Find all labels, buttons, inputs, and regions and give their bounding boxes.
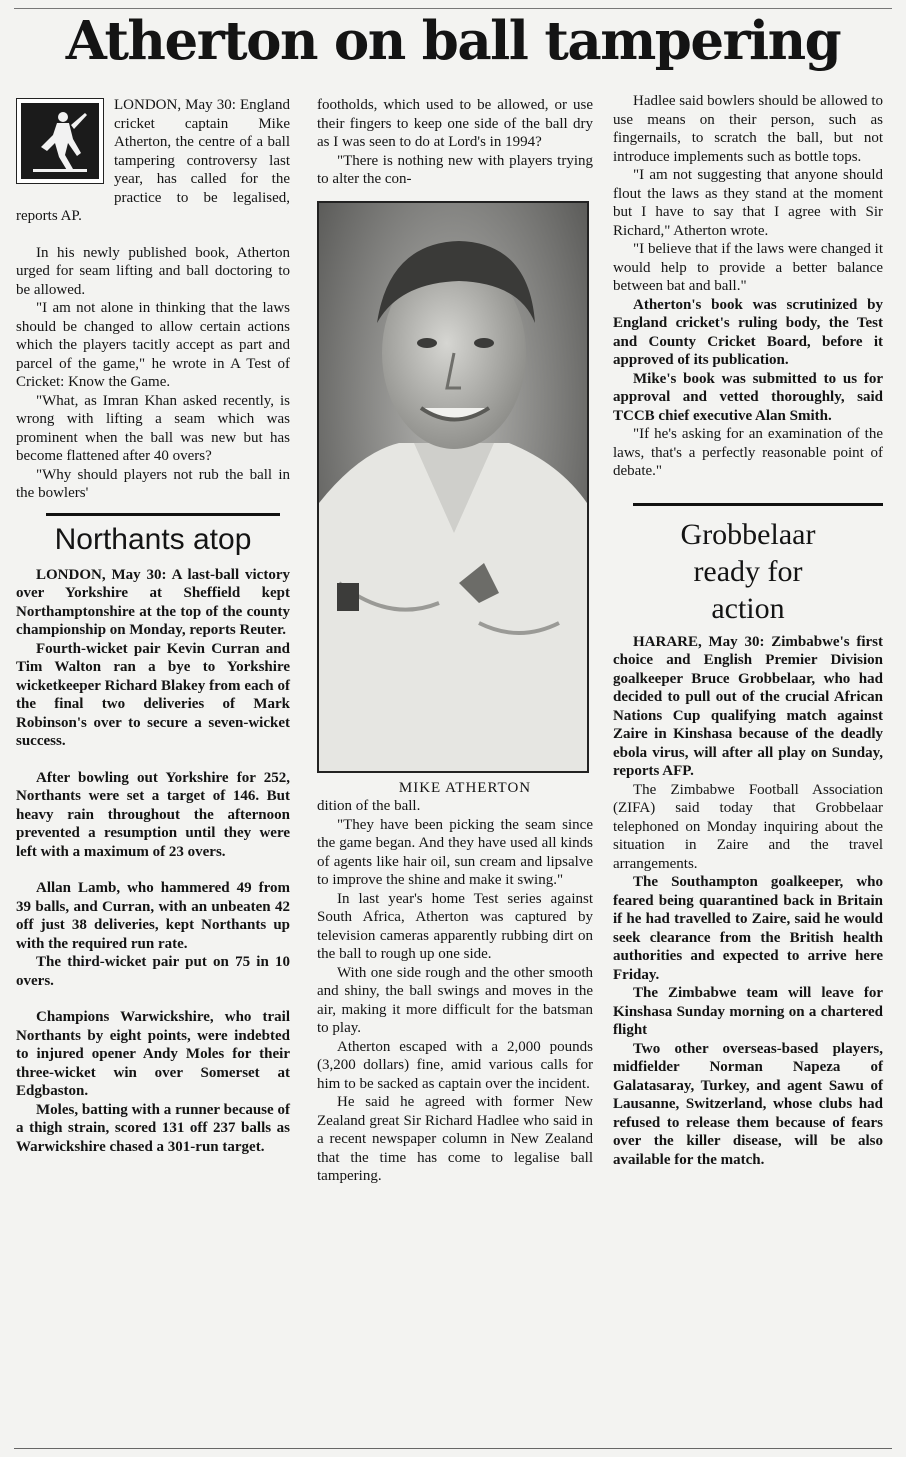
article-paragraph: "I am not alone in thinking that the laws should be changed to allow certain actions which the players tacitly accept as part and parcel of the game," he wrote in A Test of Cricket: Know the Game.: [16, 300, 290, 390]
northants-paragraph: Allan Lamb, who hammered 49 from 39 balls, and Curran, with an unbeaten 42 off just 38 deliveries, kept Northants up with the required run rate.: [16, 880, 290, 952]
article-paragraph: "If he's asking for an examination of the laws, that's a perfectly reasonable point of debate.": [613, 426, 883, 479]
column-2: [317, 96, 593, 1186]
northants-paragraph: After bowling out Yorkshire for 252, Northants were set a target of 146. But heavy rain throughout the afternoon prevented a resumption until they were left with a maximum of 23 overs.: [16, 769, 290, 860]
article-paragraph: Atherton's book was scrutinized by England cricket's ruling body, the Test and County Cricket Board, before it approved of its publication.: [613, 296, 883, 368]
section-divider: [633, 503, 883, 506]
main-dateline: LONDON, May 30:: [114, 97, 236, 113]
article-paragraph: "I believe that if the laws were changed it would help to provide a better balance between bat and ball.": [613, 241, 883, 294]
article-paragraph: "There is nothing new with players trying to alter the con-: [317, 152, 593, 187]
column-1: [16, 96, 290, 1156]
cricket-logo-icon: [16, 98, 104, 184]
article-paragraph: "They have been picking the seam since the game began. And they have used all kinds of agents like hair oil, sun cream and lipsalve to improve the shine and make it swing.": [317, 816, 593, 888]
grobbelaar-paragraph: The Zimbabwe team will leave for Kinshasa Sunday morning on a chartered flight: [613, 985, 883, 1038]
article-paragraph: England cricket captain Mike Atherton, the centre of a ball tampering controversy last year, has called for the practice to be legalised, reports AP.: [16, 97, 290, 224]
grobbelaar-headline-line: action: [711, 591, 785, 625]
section-divider: [46, 513, 280, 516]
grobbelaar-headline: [613, 516, 883, 627]
article-paragraph: With one side rough and the other smooth and shiny, the ball swings and moves in the air, making it more difficult for the batsman to play.: [317, 964, 593, 1036]
article-paragraph: In last year's home Test series against South Africa, Atherton was captured by television cameras apparently rubbing dirt on the ball to rough up one side.: [317, 890, 593, 962]
article-paragraph: dition of the ball.: [317, 798, 421, 814]
northants-headline: Northants atop: [54, 522, 252, 556]
article-paragraph: Mike's book was submitted to us for approval and vetted thoroughly, said TCCB chief executive Alan Smith.: [613, 370, 883, 424]
column-3: [613, 92, 883, 1169]
article-paragraph: In his newly published book, Atherton urged for seam lifting and ball doctoring to be allowed.: [16, 244, 290, 298]
article-paragraph: Atherton escaped with a 2,000 pounds (3,200 dollars) fine, amid various calls for him to be sacked as captain over the incident.: [317, 1038, 593, 1092]
northants-paragraph: Fourth-wicket pair Kevin Curran and Tim Walton ran a bye to Yorkshire wicketkeeper Richard Blakey from each of the final two deliveries of Mark Robinson's over to secure a seven-wicket success.: [16, 640, 290, 749]
northants-paragraph: LONDON, May 30: A last-ball victory over Yorkshire at Sheffield kept Northamptonshire at the top of the county championship on Monday, reports Reuter.: [16, 566, 290, 638]
grobbelaar-headline-line: Grobbelaar: [680, 517, 816, 551]
grobbelaar-paragraph: HARARE, May 30: Zimbabwe's first choice and English Premier Division goalkeeper Bruce Grobbelaar, who had decided to pull out of the crucial African Nations Cup qualifying match against Zaire in Kinshasa because of the deadly ebola virus, will after all play on Sunday, reports AFP.: [613, 633, 883, 779]
article-paragraph: Hadlee said bowlers should be allowed to use means on their person, such as fingernails, to scratch the ball, but not introduce implements such as bottle tops.: [613, 93, 883, 165]
grobbelaar-headline-line: ready for: [693, 554, 803, 588]
article-paragraph: "What, as Imran Khan asked recently, is wrong with lifting a seam which was prominent when the ball was new but has become flattened after 40 overs?: [16, 392, 290, 464]
northants-paragraph: Champions Warwickshire, who trail Northants by eight points, were indebted to injured opener Andy Moles for their three-wicket win over Somerset at Edgbaston.: [16, 1009, 290, 1099]
article-paragraph: footholds, which used to be allowed, or use their fingers to keep one side of the ball dry as I was seen to do at Lord's in 1994?: [317, 97, 593, 150]
page-headline: Atherton on ball tampering: [65, 10, 841, 72]
photo-caption: MIKE ATHERTON: [398, 779, 532, 796]
grobbelaar-paragraph: The Southampton goalkeeper, who feared being quarantined back in Britain if he had travelled to Zaire, said he would seek clearance from the British health authorities and expected to arrive here Friday.: [613, 874, 883, 983]
player-photo: [317, 201, 589, 773]
article-paragraph: "Why should players not rub the ball in the bowlers': [16, 466, 290, 501]
article-paragraph: He said he agreed with former New Zealand great Sir Richard Hadlee who said in a recent newspaper column in New Zealand that the time has come to legalise ball tampering.: [317, 1094, 593, 1184]
article-paragraph: "I am not suggesting that anyone should flout the laws as they stand at the moment but I have to say that I agree with Sir Richard," Atherton wrote.: [613, 167, 883, 239]
bottom-rule: [14, 1448, 892, 1449]
grobbelaar-paragraph: The Zimbabwe Football Association (ZIFA) said today that Grobbelaar telephoned on Monday inquiring about the situation in Zaire and the travel arrangements.: [613, 781, 883, 872]
northants-paragraph: The third-wicket pair put on 75 in 10 overs.: [16, 954, 290, 989]
northants-paragraph: Moles, batting with a runner because of a thigh strain, scored 131 off 237 balls as Warwickshire chased a 301-run target.: [16, 1101, 290, 1155]
grobbelaar-paragraph: Two other overseas-based players, midfielder Norman Napeza of Galatasaray, Turkey, and agent Sawu of Lausanne, Switzerland, whose clubs had refused to release them because of fears over the killer disease, will be also available for the match.: [613, 1040, 883, 1168]
